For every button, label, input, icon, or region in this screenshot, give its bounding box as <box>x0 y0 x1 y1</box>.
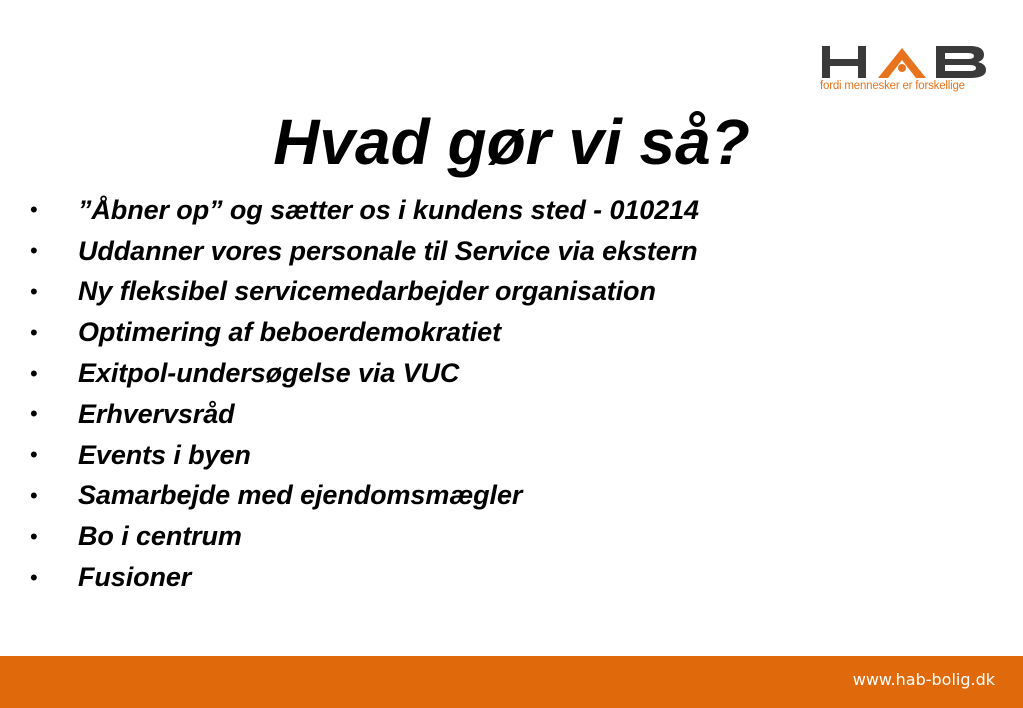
bullet-text: Ny fleksibel servicemedarbejder organisation <box>78 276 656 307</box>
list-item <box>30 312 699 353</box>
bullet-text: Optimering af beboerdemokratiet <box>78 317 501 348</box>
bullet-text: Bo i centrum <box>78 521 242 552</box>
footer-bar <box>0 656 1023 708</box>
bullet-text: Samarbejde med ejendomsmægler <box>78 480 523 511</box>
logo-tagline: fordi mennesker er forskellige <box>820 80 965 92</box>
list-item <box>30 394 699 435</box>
list-item <box>30 435 699 476</box>
bullet-text: Fusioner <box>78 562 192 593</box>
bullet-text: Exitpol-undersøgelse via VUC <box>78 358 460 389</box>
list-item <box>30 516 699 557</box>
bullet-icon: • <box>30 564 38 590</box>
list-item <box>30 231 699 272</box>
bullet-icon: • <box>30 360 38 386</box>
bullet-icon: • <box>30 238 38 264</box>
slide-title: Hvad gør vi så? <box>273 106 750 178</box>
bullet-text: Uddanner vores personale til Service via ekstern <box>78 235 698 266</box>
bullet-icon: • <box>30 319 38 345</box>
bullet-icon: • <box>30 482 38 508</box>
bullet-icon: • <box>30 523 38 549</box>
bullet-text: Events i byen <box>78 439 251 470</box>
bullet-icon: • <box>30 401 38 427</box>
bullet-icon: • <box>30 442 38 468</box>
bullet-text: ”Åbner op” og sætter os i kundens sted - 010214 <box>78 194 699 225</box>
bullet-icon: • <box>30 278 38 304</box>
bullet-icon: • <box>30 197 38 223</box>
list-item <box>30 272 699 313</box>
list-item <box>30 476 699 517</box>
footer-url: www.hab-bolig.dk <box>852 670 995 689</box>
list-item <box>30 353 699 394</box>
bullet-text: Erhvervsråd <box>78 398 235 429</box>
list-item <box>30 190 699 231</box>
bullet-list <box>30 190 699 598</box>
list-item <box>30 557 699 598</box>
